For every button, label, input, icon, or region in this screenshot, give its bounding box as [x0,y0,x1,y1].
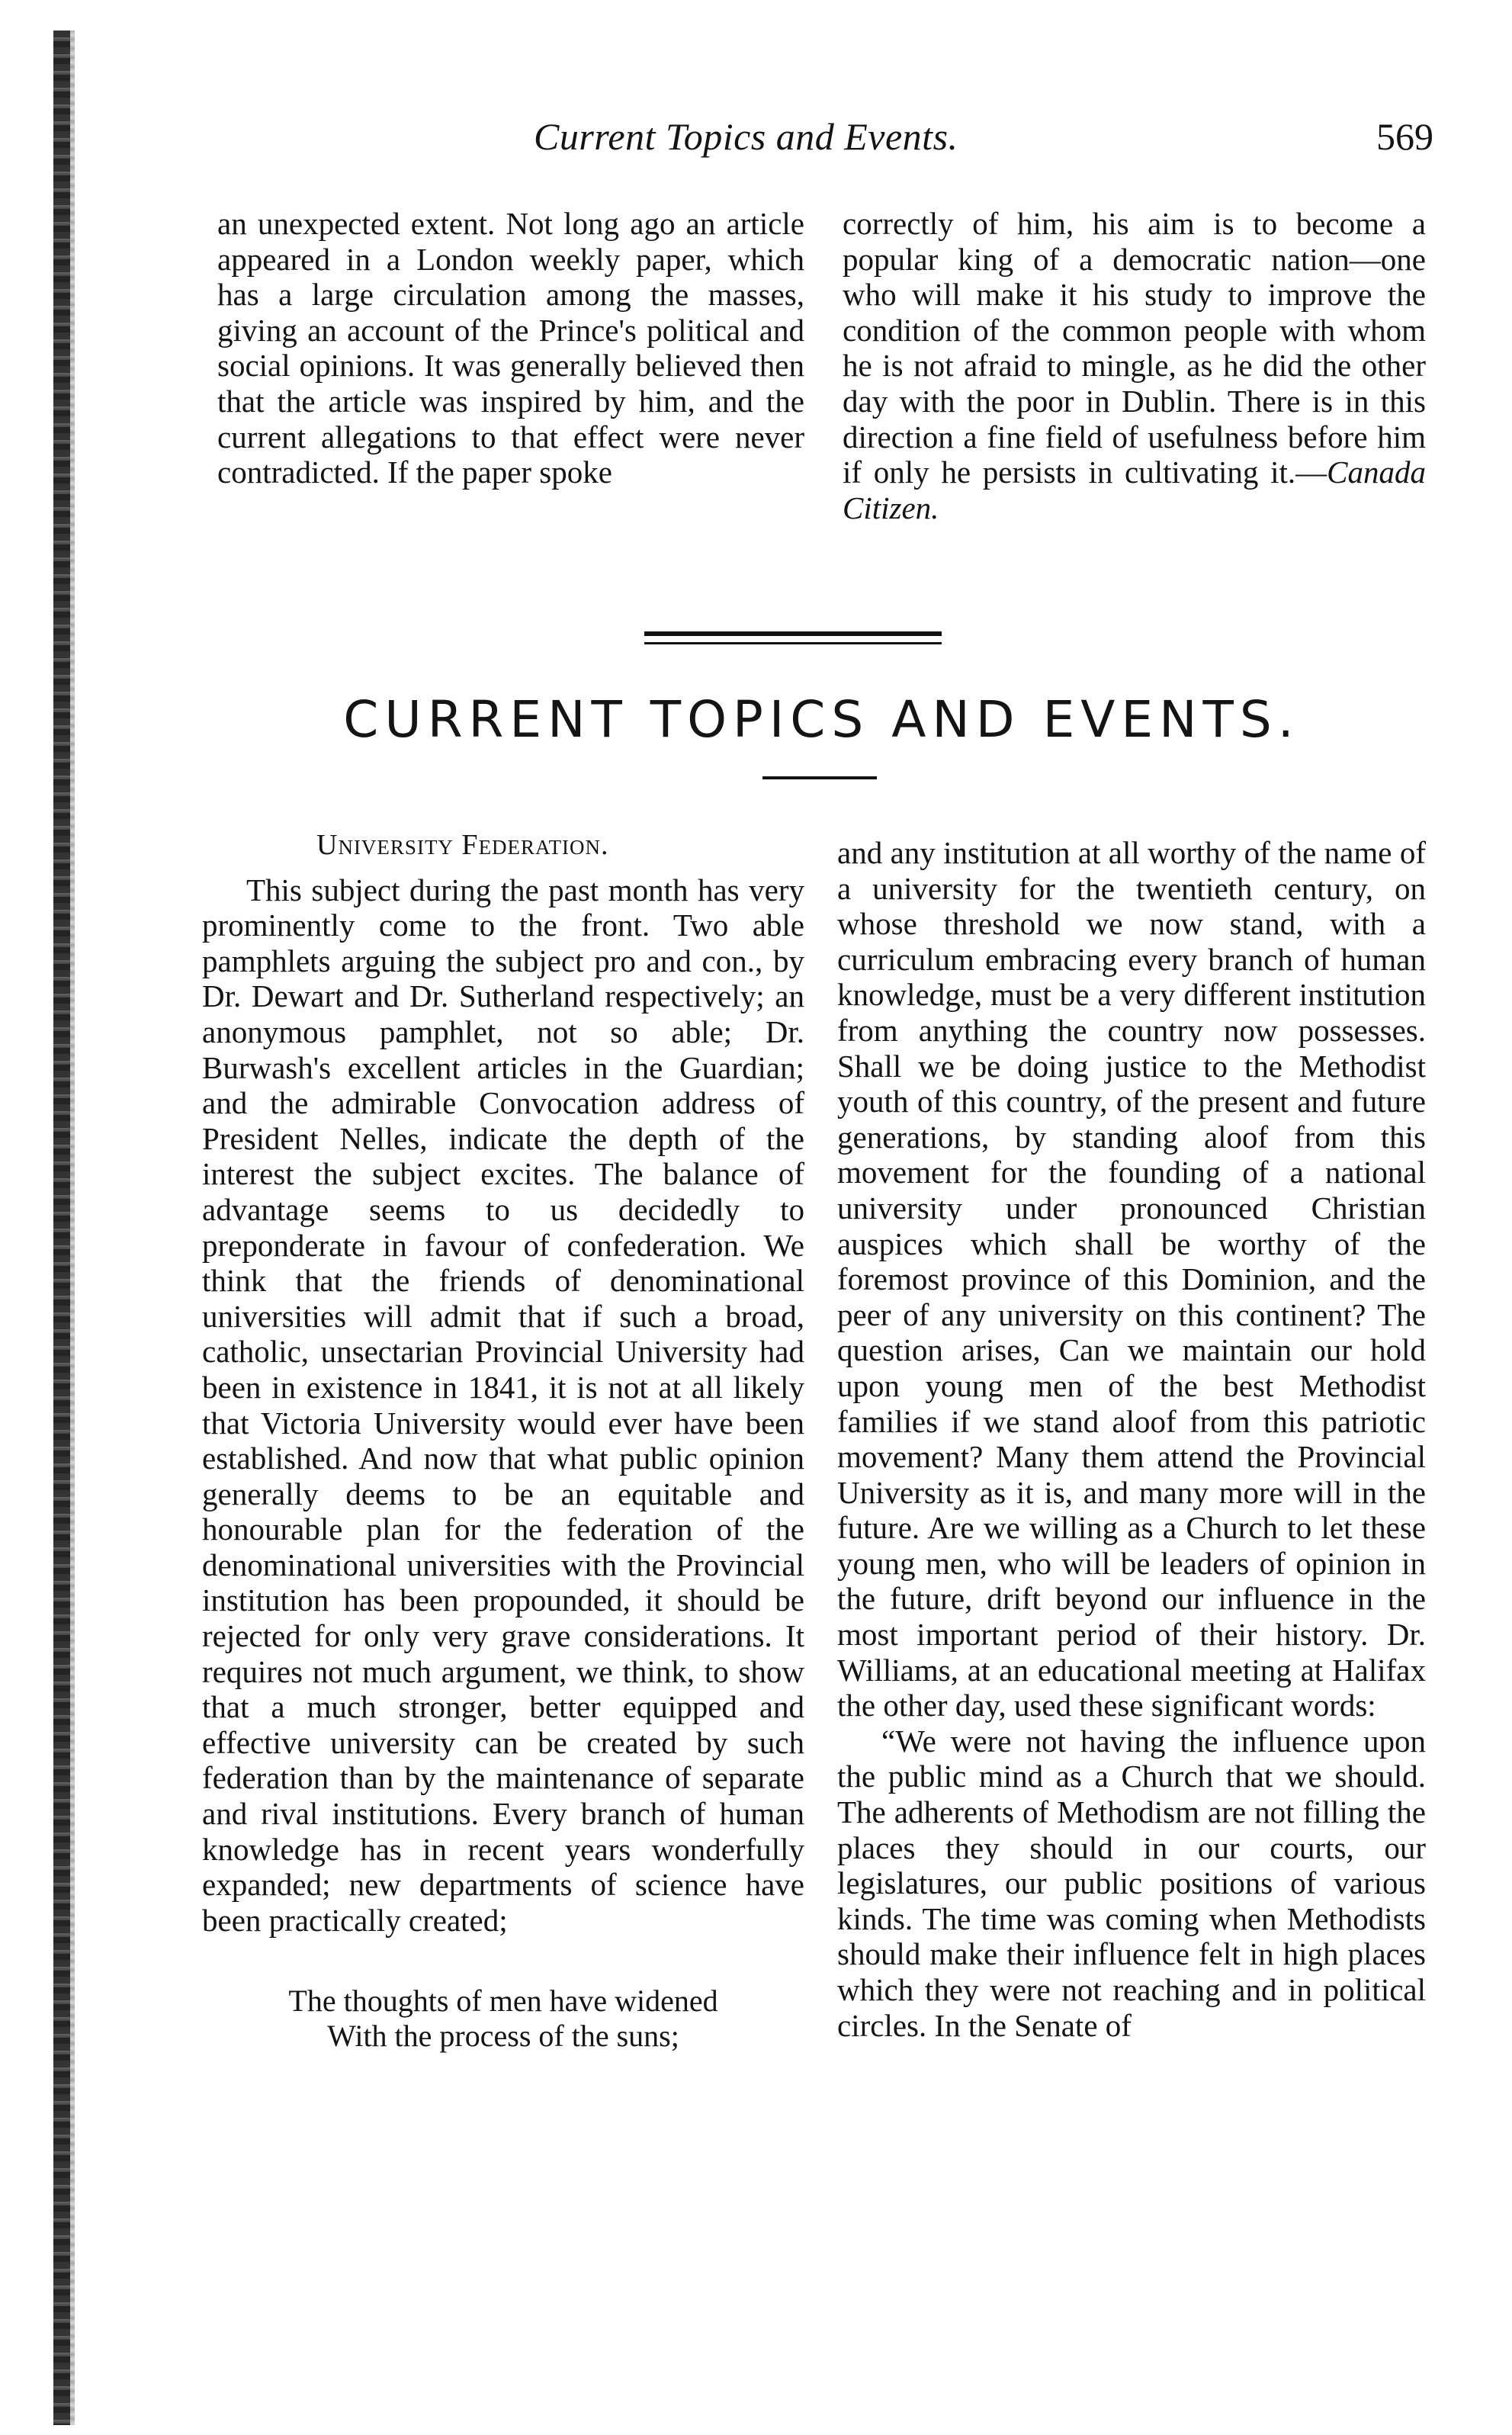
section-rule-thick [644,631,942,636]
binding-edge [53,31,70,2425]
running-header [534,114,1433,168]
binding-edge-shadow [70,31,75,2425]
top-left-column [217,206,804,490]
top-right-column [843,206,1426,525]
top-right-text: correctly of him, his aim is to become a popular king of a democratic nation—one who will make it his study to improve the condition of the common people with whom he is not afraid to mingle, as he did the other day with the poor in Dublin. There is in this direction a fine field of usefulness before him if only he persists in cultivating it.— [843,206,1426,490]
article-right-column [837,835,1426,2043]
article-right-paragraph-1: and any institution at all worthy of the name of a university for the twentieth century, on whose threshold we now stand, with a curriculum embracing every branch of human knowledge, must be a very different institution from anything the country now possesses. Shall we be doing justice to the Methodist youth of this country, of the present and future generations, by standing aloof from this movement for the founding of a national university under pronounced Christian auspices which shall be worthy of the foremost province of this Dominion, and the peer of any university on this continent? The question arises, Can we maintain our hold upon young men of the best Methodist families if we stand aloof from this patriotic movement? Many them attend the Provincial University as it is, and many more will in the future. Are we willing as a Church to let these young men, who will be leaders of opinion in the future, drift beyond our influence in the most important period of their history. Dr. Williams, at an educational meeting at Halifax the other day, used these significant words: [837,835,1426,1723]
article-left-paragraph: This subject during the past month has very prominently come to the front. Two able pamphlets arguing the subject pro and con., by Dr. Dewart and Dr. Sutherland respectively; an anonymous pamphlet, not so able; Dr. Burwash's excellent articles in the Guardian; and the admirable Convocation address of President Nelles, indicate the depth of the interest the subject excites. The balance of advantage seems to us decidedly to preponderate in favour of confederation. We think that the friends of denominational universities will admit that if such a broad, catholic, unsectarian Provincial University had been in existence in 1841, it is not at all likely that Victoria University would ever have been established. And now that what public opinion generally deems to be an equitable and honourable plan for the federation of the denominational universities with the Provincial institution has been propounded, it should be rejected for only very grave considerations. It requires not much argument, we think, to show that a much stronger, better equipped and effective university can be created by such federation than by the maintenance of separate and rival institutions. Every branch of human knowledge has in recent years wonderfully expanded; new departments of science have been practically created; [202,872,804,1938]
top-left-paragraph: an unexpected extent. Not long ago an article appeared in a London weekly paper, which has a large circulation among the masses, giving an account of the Prince's political and social opinions. It was generally believed then that the article was inspired by him, and the current allegations to that effect were never contradicted. If the paper spoke [217,206,804,490]
poem-line-1: The thoughts of men have widened [288,1984,718,2019]
article-subheading: University Federation. [316,829,609,861]
article-right-paragraph-2: “We were not having the influence upon the public mind as a Church that we should. The adherents of Methodism are not filling the places they should in our courts, our legislatures, our public positions of various kinds. The time was coming when Methodists should make their influence felt in high places which they were not reaching and in political circles. In the Senate of [837,1723,1426,2043]
running-title: Current Topics and Events. [534,115,958,158]
top-right-paragraph [843,206,1426,525]
section-title: CURRENT TOPICS AND EVENTS. [343,690,1300,749]
poem-line-2: With the process of the suns; [327,2019,679,2054]
page-number: 569 [1376,115,1433,158]
source-citation: Canada Citizen. [843,455,1426,525]
article-left-column [202,827,804,2054]
section-rule-thin [644,642,942,644]
poem-quote [202,1984,804,2054]
title-underline-rule [762,776,877,779]
